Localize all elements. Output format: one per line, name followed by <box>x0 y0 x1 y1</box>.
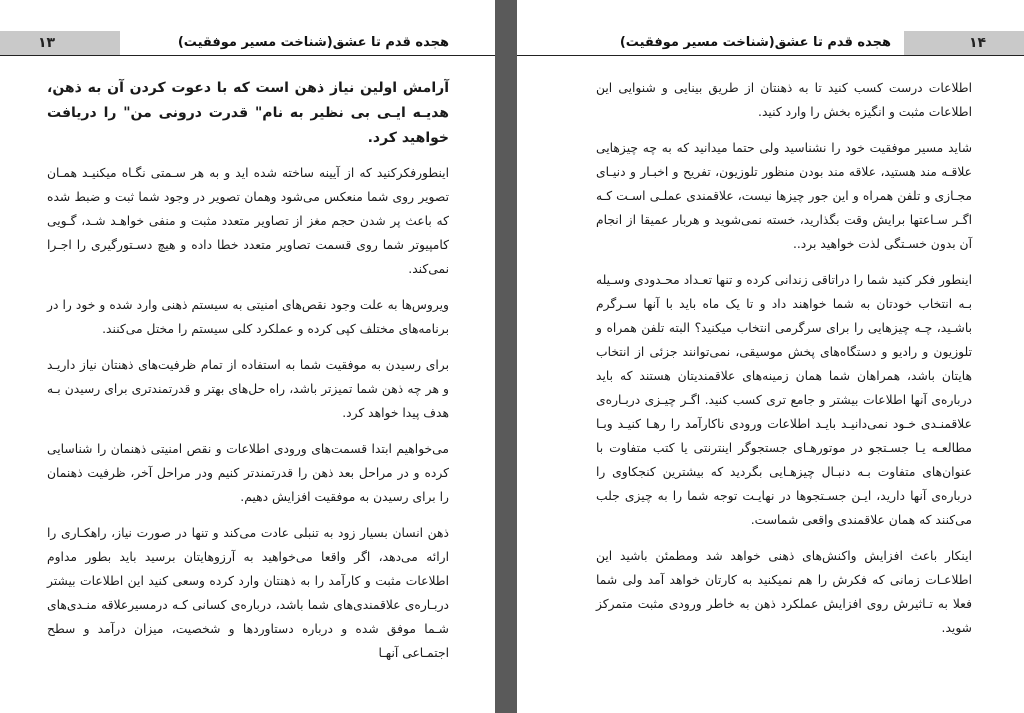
paragraph: شاید مسیر موفقیت خود را نشناسید ولی حتما میدانید که به چه چیزهایی علاقـه مند هستید، علاقه مند بودن منظور تلوزیون، تفریح و اخبـار و دنیـای مجـازی و تلفن همراه و این جور چیزها نیست، علاقمندی عملـی اسـت کـه اگـر سـاعتها برایش وقت بگذارید، خسته نمی‌شوید و هربار عمیقا از انجام آن بدون خسـتگی لذت خواهید برد.. <box>596 141 972 251</box>
header-title: هجده قدم تا عشق(شناخت مسیر موفقیت) <box>177 35 449 50</box>
paragraph: اطلاعات درست کسب کنید تا به ذهنتان از طریق بینایی و شنوایی این اطلاعات مثبت و انگیزه بخش را وارد کنید. <box>596 81 972 119</box>
paragraph: ویروس‌ها به علت وجود نقص‌های امنیتی به سیستم ذهنی وارد شده و خود را در برنامه‌های مختلف کپی کرده و عملکرد کلی سیستم را مختل می‌کنند. <box>47 298 449 336</box>
left-page <box>0 0 495 713</box>
paragraph: اینکار باعث افزایش واکنش‌های ذهنی خواهد شد ومطمئن باشید این اطلاعـات زمانی که فکرش را هم نمیکنید به کارتان خواهد آمد ولی شما فعلا به تـاثیرش روی افزایش عملکرد ذهن به خاطر ورودی مثبت متمرکز شوید. <box>596 549 972 635</box>
page-number: ۱۴ <box>904 31 1024 55</box>
page-body <box>47 76 449 677</box>
paragraph: می‌خواهیم ابتدا قسمت‌های ورودی اطلاعات و نقص امنیتی ذهنمان را شناسایی کرده و در مراحل بعد ذهن را قدرتمندتر کنیم ودر مراحل آخر، ظرفیت ذهنمان را برای رسیدن به موفقیت افزایش دهیم. <box>47 442 449 504</box>
page-header <box>0 31 495 56</box>
paragraph-lead: آرامش اولین نیاز ذهن است که با دعوت کردن آن به ذهن، هدیـه ایـی بی نظیر به نام" قدرت درونی من" را دریافت خواهید کرد. <box>47 80 449 146</box>
paragraph: اینطورفکرکنید که از آیینه ساخته شده اید و به هر سـمتی نگـاه میکنیـد همـان تصویر روی شما منعکس می‌شود وهمان تصویر در وجود شما ثبت و ضبط شده که باعث پر شدن حجم مغز از تصاویر متعدد مثبت و منفی خواهـد شـد، گـویی کامپیوتر شما روی قسمت تصاویر متعدد خطا داده و هیچ دسـتورگیری را اجـرا نمی‌کند. <box>47 166 449 276</box>
page-header <box>517 31 1024 56</box>
page-number: ۱۳ <box>0 31 120 55</box>
header-title: هجده قدم تا عشق(شناخت مسیر موفقیت) <box>619 35 891 50</box>
page-body <box>596 76 972 652</box>
right-page <box>517 0 1024 713</box>
paragraph: برای رسیدن به موفقیت شما به استفاده از تمام ظرفیت‌های ذهنتان نیاز داریـد و هر چه ذهن شما تمیزتر باشد، راه حل‌های بهتر و قدرتمندتری برای رسیدن بـه هدف پیدا خواهد کرد. <box>47 358 449 420</box>
paragraph: ذهن انسان بسیار زود به تنبلی عادت می‌کند و تنها در صورت نیاز، راهکـاری را ارائه می‌دهد، اگر واقعا می‌خواهید به آرزوهایتان برسید باید بطور مداوم اطلاعات مثبت و کارآمد را به ذهنتان وارد کرده وسعی کنید این اطلاعات بیشتر دربـاره‌ی علاقمندی‌های شما باشد، درباره‌ی کسانی کـه درمسیرعلاقه منـدی‌های شـما موفق شده و درباره دستاوردها و شخصیت، میزان درآمد و سطح اجتمـاعی آنهـا <box>47 526 449 660</box>
paragraph: اینطور فکر کنید شما را دراتاقی زندانی کرده و تنها تعـداد محـدودی وسـیله بـه انتخاب خودتان به شما خواهند داد و تا یک ماه باید با آنها سـرگرم باشـید، چـه چیزهایی را برای سرگرمی انتخاب میکنید؟ البته تلفن همراه و تلوزیون و رادیو و دستگاه‌های پخش موسیقی، نمی‌توانند جزئی از انتخاب هایتان باشد، همراهان شما همان زمینه‌های علاقمندیتان هستند که باید درباره‌ی آنها اطلاعات بیشتر و جامع تری کسب کنید. اگـر چیـزی دربـاره‌ی علاقمنـدی خـود نمی‌دانیـد بایـد اطلاعات ورودی ناکارآمد را رهـا کنیـد وبـا مطالعـه یـا جسـتجو در موتورهـای جستجوگر اینترنتی یا کتب متفاوت با عنوان‌های متفاوت بـه دنبـال چیزهـایی بگردید که بیشترین کنجکاوی را درباره‌ی آنها دارید، ایـن جسـتجوها در نهایـت توجه شما را به چیزی جلب می‌کنند که همان علاقمندی واقعی شماست. <box>596 273 972 527</box>
